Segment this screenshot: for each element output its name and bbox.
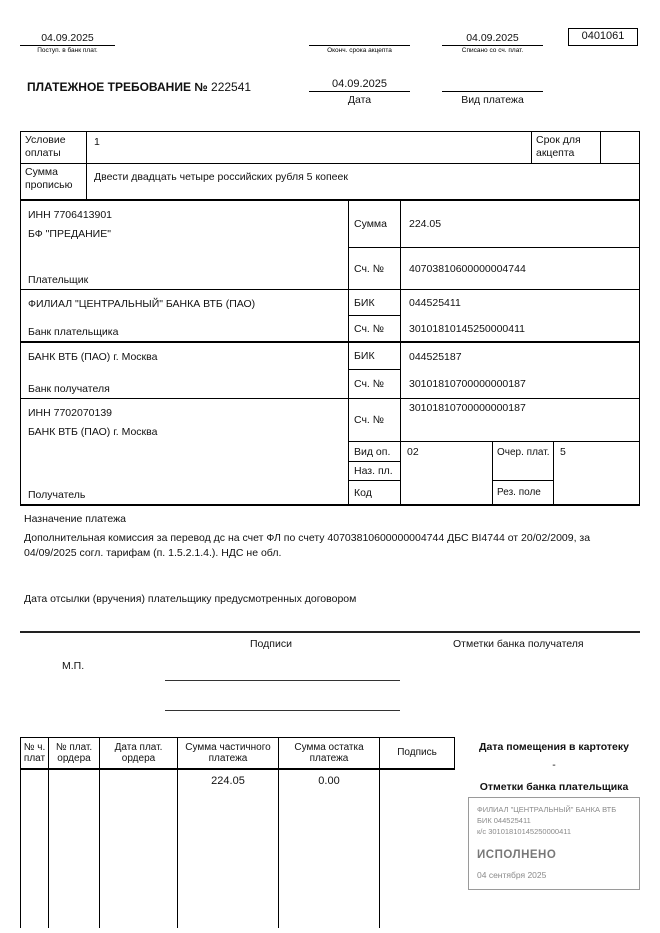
stamp-place-label: М.П.	[62, 660, 85, 672]
payee-bank-name: БАНК ВТБ (ПАО) г. Москва	[28, 351, 158, 363]
document-date-field	[309, 76, 410, 106]
payer-label: Плательщик	[28, 274, 89, 287]
payment-type-field	[442, 76, 543, 106]
payer-info-cell	[21, 201, 349, 289]
payee-name: БАНК ВТБ (ПАО) г. Москва	[28, 425, 158, 438]
payee-bank-account-row	[349, 370, 639, 398]
payee-bank-block	[21, 343, 639, 399]
payee-bank-bik-row	[349, 343, 639, 370]
partial-payments-table	[20, 737, 455, 930]
op-type-row	[349, 442, 639, 462]
card-index-label: Дата помещения в картотеку	[479, 741, 629, 753]
payer-amount-col	[349, 201, 639, 289]
col-partial-amount: Сумма частичного платежа	[178, 738, 279, 768]
payer-name: БФ "ПРЕДАНИЕ"	[28, 227, 111, 240]
reserve-label: Рез. поле	[493, 481, 554, 504]
received-in-bank-field	[20, 31, 115, 54]
amount-words-label: Сумма прописью	[21, 164, 87, 199]
form-code-box: 0401061	[568, 28, 638, 46]
amount-words-row	[21, 164, 639, 199]
payment-condition-value: 1	[94, 136, 100, 148]
col-remainder-amount: Сумма остатка платежа	[279, 738, 380, 768]
payee-info-cell	[21, 399, 349, 504]
debited-date-label: Списано со сч. плат.	[461, 47, 524, 54]
code-value	[401, 481, 493, 504]
payer-bank-label: Банк плательщика	[28, 326, 119, 339]
send-date-label: Дата отсылки (вручения) плательщику предусмотренных договором	[24, 593, 357, 605]
received-date: 04.09.2025	[20, 31, 115, 46]
document-title	[27, 80, 251, 94]
payee-block	[21, 399, 639, 504]
cell-order-number	[49, 770, 100, 928]
payer-bank-name: ФИЛИАЛ "ЦЕНТРАЛЬНЫЙ" БАНКА ВТБ (ПАО)	[28, 298, 256, 310]
payer-bank-col	[349, 290, 639, 341]
signature-line-2	[165, 710, 400, 711]
document-date: 04.09.2025	[309, 76, 410, 92]
col-signature: Подпись	[397, 747, 437, 759]
partial-payments-header	[20, 737, 455, 770]
amount-words-value: Двести двадцать четыре российских рубля 5 копеек	[94, 171, 348, 183]
cell-remainder-amount: 0.00	[279, 770, 380, 928]
document-title-text: ПЛАТЕЖНОЕ ТРЕБОВАНИЕ №	[27, 80, 208, 94]
partial-payments-row	[20, 770, 455, 928]
terms-table	[20, 131, 640, 201]
payer-block	[21, 201, 639, 290]
priority-label: Очер. плат.	[493, 442, 554, 462]
purpose-code-label: Наз. пл.	[349, 462, 401, 481]
section-divider	[20, 631, 640, 633]
payer-inn: ИНН 7706413901	[28, 209, 113, 221]
signatures-label: Подписи	[250, 638, 292, 650]
signature-line-1	[165, 680, 400, 681]
payer-bank-info-cell	[21, 290, 349, 341]
stamp-status: ИСПОЛНЕНО	[477, 849, 557, 861]
payment-type-value	[442, 76, 543, 92]
debited-date: 04.09.2025	[442, 31, 543, 46]
op-type-label: Вид оп.	[349, 442, 401, 462]
bank-execution-stamp	[468, 797, 640, 890]
accept-deadline-field	[309, 31, 410, 54]
accept-deadline-value	[309, 31, 410, 46]
payer-bank-block	[21, 290, 639, 343]
payer-bank-bik-row	[349, 290, 639, 316]
debited-field	[442, 31, 543, 54]
stamp-corr-account: к/с 30101810145250000411	[477, 827, 572, 836]
payee-bank-account-value: 30101810700000000187	[409, 378, 526, 390]
stamp-date: 04 сентября 2025	[477, 870, 547, 880]
payment-condition-label: Условие оплаты	[21, 132, 87, 163]
priority-value: 5	[560, 446, 566, 458]
payee-label: Получатель	[28, 489, 86, 502]
accept-deadline-label: Оконч. срока акцепта	[327, 47, 392, 54]
payer-bank-marks-label: Отметки банка плательщика	[479, 781, 629, 793]
purpose-text: Дополнительная комиссия за перевод дс на счет ФЛ по счету 40703810600000004744 ДБС BI4744 от 20/02/2009, за 04/09/2025 согл. тарифам (п. 1.5.2.1.4.). НДС не обл.	[24, 532, 591, 559]
col-partial-number: № ч. плат	[21, 738, 49, 768]
cell-partial-amount: 224.05	[178, 770, 279, 928]
stamp-bank-name: ФИЛИАЛ "ЦЕНТРАЛЬНЫЙ" БАНКА ВТБ	[477, 805, 617, 814]
priority-value-spacer	[554, 462, 639, 481]
purpose-label: Назначение платежа	[24, 513, 126, 525]
payment-condition-row	[21, 132, 639, 164]
reserve-value	[554, 481, 639, 504]
col-order-number: № плат. ордера	[49, 738, 100, 768]
requisites-table	[20, 201, 640, 506]
cell-partial-number	[21, 770, 49, 928]
code-row	[349, 481, 639, 504]
payer-bank-account-value: 30101810145250000411	[409, 322, 526, 335]
accept-term-label: Срок для акцепта	[531, 132, 601, 163]
payee-bank-info-cell	[21, 343, 349, 398]
payee-inn: ИНН 7702070139	[28, 407, 113, 419]
op-type-value: 02	[401, 442, 493, 462]
payee-bank-col	[349, 343, 639, 398]
document-number: 222541	[211, 80, 252, 94]
payee-bank-label: Банк получателя	[28, 383, 110, 396]
code-label: Код	[349, 481, 401, 504]
document-date-label: Дата	[347, 94, 372, 106]
payer-bank-bik-label: БИК	[349, 290, 401, 316]
payer-bank-account-row	[349, 316, 639, 341]
payee-account-row	[349, 399, 639, 442]
payee-bank-bik-label: БИК	[349, 343, 401, 370]
payee-account-label: Сч. №	[349, 399, 401, 441]
received-date-label: Поступ. в банк плат.	[37, 47, 98, 54]
payer-bank-account-label: Сч. №	[349, 316, 401, 341]
payee-bank-account-label: Сч. №	[349, 370, 401, 398]
payer-account-value: 40703810600000004744	[409, 262, 526, 275]
payment-type-label: Вид платежа	[461, 94, 524, 106]
accept-term-value	[601, 132, 639, 163]
payer-bank-bik-value: 044525411	[409, 297, 461, 309]
col-order-date: Дата плат. ордера	[100, 738, 178, 768]
priority-cell-spacer	[493, 462, 554, 481]
payee-bank-marks-label: Отметки банка получателя	[453, 638, 584, 650]
card-index-value: -	[552, 759, 556, 771]
payee-bank-bik-value: 044525187	[409, 350, 462, 363]
cell-order-date	[100, 770, 178, 928]
amount-row	[349, 201, 639, 248]
payer-account-label: Сч. №	[349, 248, 401, 289]
amount-label: Сумма	[349, 201, 401, 247]
payer-account-row	[349, 248, 639, 289]
cell-signature	[380, 770, 454, 928]
stamp-bik: БИК 044525411	[477, 816, 531, 825]
purpose-code-row	[349, 462, 639, 481]
amount-value: 224.05	[409, 218, 442, 230]
purpose-code-value	[401, 462, 493, 481]
payee-details-col	[349, 399, 639, 504]
payee-account-value: 30101810700000000187	[409, 402, 526, 414]
